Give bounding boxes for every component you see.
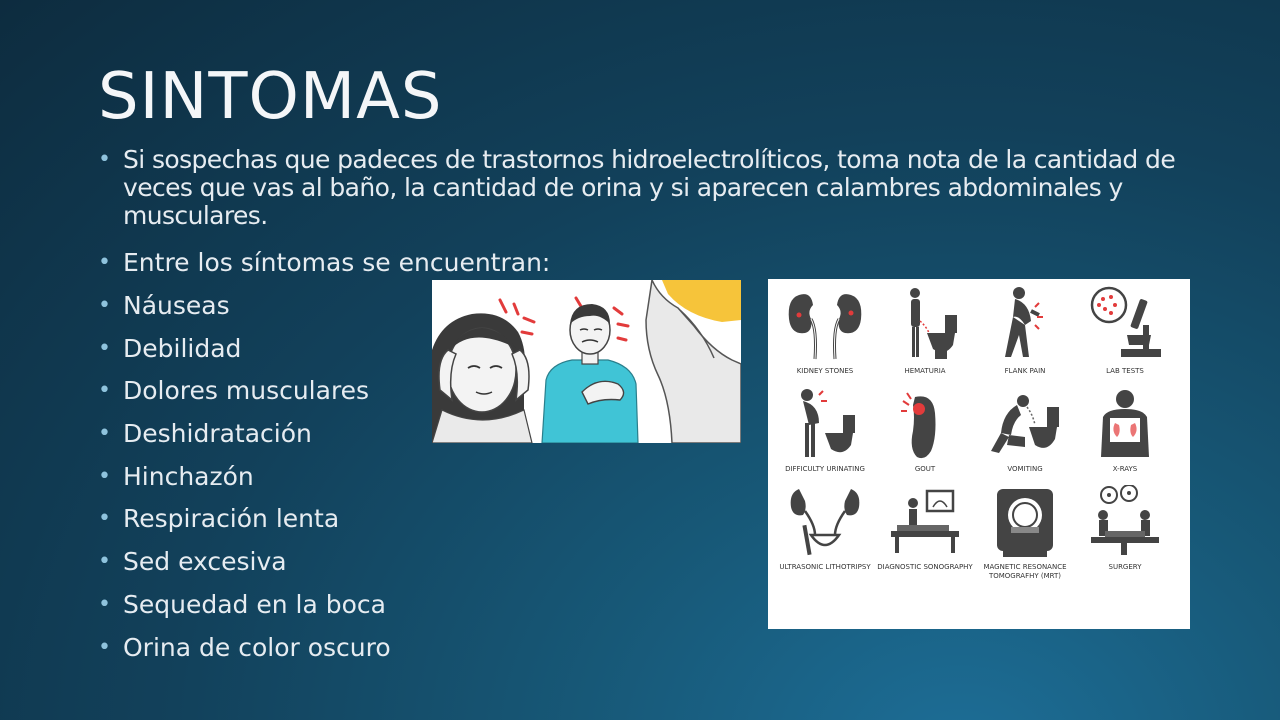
x-rays-label: X-RAYS — [1112, 465, 1138, 473]
bullet-intro: • Si sospechas que padeces de trastornos hidroelectrolíticos, toma nota de la cantidad de veces que vas al baño, la cantidad de orina y si aparecen calambres abdominales y musculares. — [98, 146, 1208, 230]
lab-tests-label: LAB TESTS — [1106, 367, 1144, 375]
kidney-stones-label: KIDNEY STONES — [796, 367, 854, 375]
ultrasonic-lithotripsy-cell — [775, 485, 875, 571]
headache-chest-pain-illustration — [432, 280, 741, 443]
symptoms-illustration — [432, 280, 741, 443]
bullet-symptom-debilidad: • Debilidad — [98, 334, 1208, 364]
diagnostic-sonography-icon — [885, 485, 965, 559]
surgery-label: SURGERY — [1108, 563, 1142, 571]
bullet-symptom-deshidratacion: • Deshidratación — [98, 419, 1208, 449]
vomiting-label: VOMITING — [1007, 465, 1043, 473]
hematuria-label: HEMATURIA — [904, 367, 946, 375]
x-rays-cell — [1075, 387, 1175, 473]
bullet-symptom-sequedad: • Sequedad en la boca — [98, 590, 1208, 620]
mrt-scanner-icon — [985, 485, 1065, 559]
difficulty-urinating-icon — [785, 387, 865, 461]
hematuria-cell — [875, 285, 975, 375]
lab-tests-cell — [1075, 285, 1175, 375]
bullet-symptom-orina: • Orina de color oscuro — [98, 633, 1208, 663]
vomiting-icon — [985, 387, 1065, 461]
gout-icon — [885, 387, 965, 461]
mrt-cell — [975, 485, 1075, 580]
ultrasonic-lithotripsy-label: ULTRASONIC LITHOTRIPSY — [779, 563, 871, 571]
diagnostic-sonography-label: DIAGNOSTIC SONOGRAPHY — [877, 563, 973, 571]
lab-tests-icon — [1085, 285, 1165, 361]
difficulty-urinating-label: DIFFICULTY URINATING — [785, 465, 865, 473]
slide-title: SINTOMAS — [98, 60, 443, 134]
mrt-label: MAGNETIC RESONANCE TOMOGRAFHY (MRT) — [983, 563, 1067, 580]
difficulty-urinating-cell — [775, 387, 875, 473]
gout-label: GOUT — [914, 465, 936, 473]
ultrasonic-lithotripsy-icon — [785, 485, 865, 559]
vomiting-cell — [975, 387, 1075, 473]
kidney-stones-cell — [775, 285, 875, 375]
flank-pain-label: FLANK PAIN — [1004, 367, 1046, 375]
bullet-symptom-dolores: • Dolores musculares — [98, 376, 1208, 406]
bullet-lead: • Entre los síntomas se encuentran: — [98, 248, 1208, 278]
bullet-symptom-sed: • Sed excesiva — [98, 547, 1208, 577]
flank-pain-cell — [975, 285, 1075, 375]
surgery-cell — [1075, 485, 1175, 571]
flank-pain-icon — [985, 285, 1065, 361]
x-rays-icon — [1085, 387, 1165, 461]
kidney-stones-icon — [785, 285, 865, 361]
bullet-symptom-respiracion: • Respiración lenta — [98, 504, 1208, 534]
bullet-symptom-hinchazon: • Hinchazón — [98, 462, 1208, 492]
gout-cell — [875, 387, 975, 473]
diagnostic-sonography-cell — [875, 485, 975, 571]
hematuria-icon — [885, 285, 965, 361]
bullet-symptom-nauseas: • Náuseas — [98, 291, 1208, 321]
surgery-icon — [1085, 485, 1165, 559]
kidney-conditions-icon-sheet — [768, 279, 1190, 629]
